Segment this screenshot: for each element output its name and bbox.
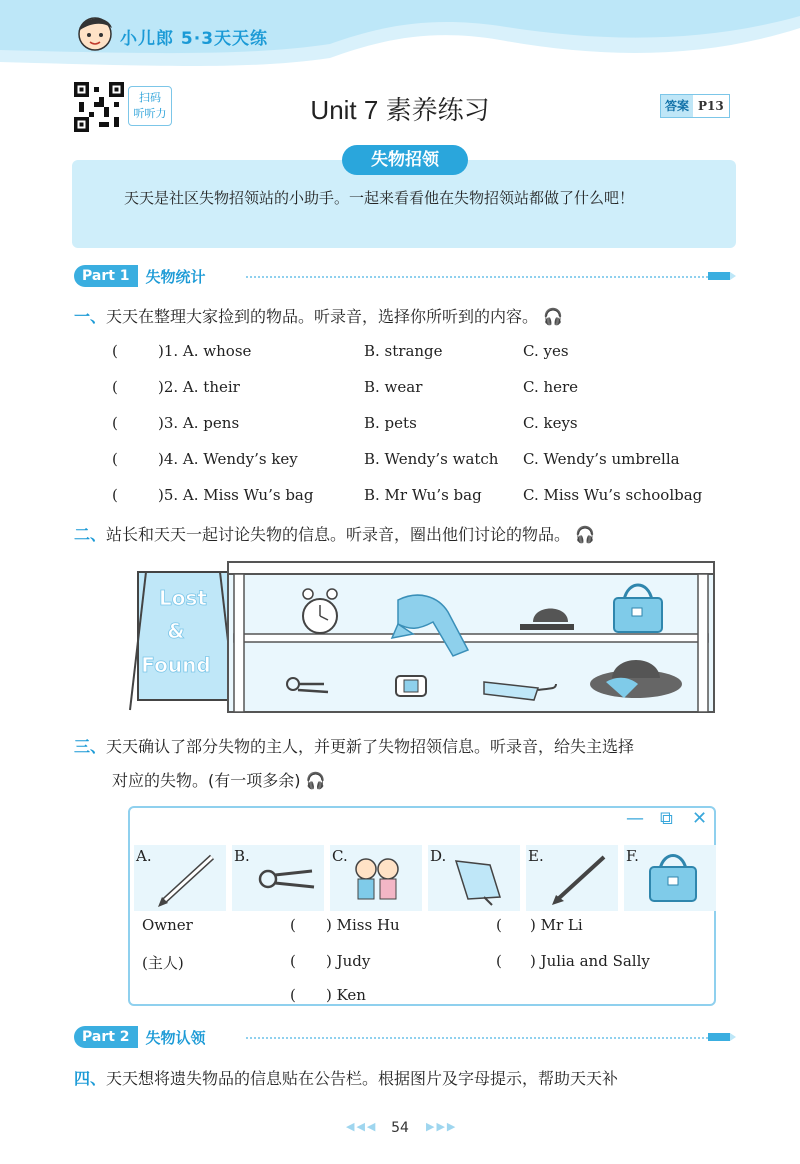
option-a[interactable]: )1. A. whose <box>158 342 252 360</box>
option-a[interactable]: )4. A. Wendy’s key <box>158 450 298 468</box>
answer-blank[interactable]: ( <box>290 986 296 1004</box>
scan-label-line1: 扫码 <box>139 91 161 104</box>
pencil-icon <box>708 1031 736 1043</box>
q3-heading-line2 <box>112 768 326 791</box>
q4-heading <box>74 1066 618 1089</box>
sign-found: Found <box>141 653 211 677</box>
lost-and-found-illustration <box>128 560 718 720</box>
q3-text-line1: 天天确认了部分失物的主人，并更新了失物招领信息。听录音，给失主选择 <box>106 737 635 756</box>
option-b[interactable]: B. Wendy’s watch <box>364 450 499 468</box>
owner-name: ) Mr Li <box>530 916 583 934</box>
part2-number: Part 2 <box>74 1026 138 1048</box>
q2-text: 站长和天天一起讨论失物的信息。听录音，圈出他们讨论的物品。 <box>106 525 571 544</box>
divider <box>246 276 708 278</box>
option-c[interactable]: C. Miss Wu’s schoolbag <box>523 486 703 504</box>
owner-name: ) Julia and Sally <box>530 952 650 970</box>
footer-arrows-right: ▶▶▶ <box>426 1120 458 1133</box>
candidate-a-label: A. <box>136 847 152 865</box>
window-titlebar <box>130 808 714 836</box>
answer-reference[interactable] <box>660 94 730 118</box>
answer-blank[interactable]: ( <box>496 952 502 970</box>
brand-title: 小儿郎 5·3天天练 <box>120 29 269 49</box>
owner-label-cn: (主人) <box>142 954 184 972</box>
answer-blank[interactable]: ( <box>112 378 118 396</box>
candidate-e-label: E. <box>528 847 544 865</box>
q2-index: 二、 <box>74 525 107 544</box>
part2-name: 失物认领 <box>145 1028 206 1047</box>
headphones-icon[interactable]: 🎧 <box>305 771 326 790</box>
answer-blank[interactable]: ( <box>112 414 118 432</box>
sign-lost: Lost <box>159 586 207 610</box>
headphones-icon[interactable]: 🎧 <box>575 525 596 544</box>
minimize-icon[interactable]: — <box>626 808 644 829</box>
answer-blank[interactable]: ( <box>290 916 296 934</box>
option-a[interactable]: )3. A. pens <box>158 414 240 432</box>
footer-arrows-left: ◀◀◀ <box>346 1120 378 1133</box>
answer-blank[interactable]: ( <box>290 952 296 970</box>
option-c[interactable]: C. Wendy’s umbrella <box>523 450 680 468</box>
option-b[interactable]: B. pets <box>364 414 417 432</box>
option-a[interactable]: )5. A. Miss Wu’s bag <box>158 486 314 504</box>
close-icon[interactable]: ✕ <box>692 808 708 829</box>
option-c[interactable]: C. here <box>523 378 579 396</box>
q1-index: 一、 <box>74 307 107 326</box>
q4-index: 四、 <box>74 1069 107 1088</box>
answer-blank[interactable]: ( <box>112 450 118 468</box>
sign-and: & <box>167 619 185 643</box>
answer-blank[interactable]: ( <box>496 916 502 934</box>
answer-page: P13 <box>698 99 724 113</box>
divider <box>246 1037 708 1039</box>
pencil-icon <box>708 270 736 282</box>
candidate-f-label: F. <box>626 847 639 865</box>
candidate-b-label: B. <box>234 847 250 865</box>
option-c[interactable]: C. yes <box>523 342 569 360</box>
option-a[interactable]: )2. A. their <box>158 378 240 396</box>
option-b[interactable]: B. wear <box>364 378 423 396</box>
option-b[interactable]: B. strange <box>364 342 443 360</box>
q4-text: 天天想将遗失物品的信息贴在公告栏。根据图片及字母提示，帮助天天补 <box>106 1069 619 1088</box>
scan-label-line2: 听听力 <box>133 107 167 120</box>
option-c[interactable]: C. keys <box>523 414 578 432</box>
part1-name: 失物统计 <box>145 267 206 286</box>
page-title: Unit 7 素养练习 <box>310 95 490 125</box>
q3-index: 三、 <box>74 737 107 756</box>
owner-name: ) Ken <box>326 986 366 1004</box>
theme-label: 失物招领 <box>342 145 468 175</box>
q3-heading-line1 <box>74 734 634 757</box>
owner-label: Owner <box>142 916 193 934</box>
option-b[interactable]: B. Mr Wu’s bag <box>364 486 482 504</box>
answer-blank[interactable]: ( <box>112 486 118 504</box>
page-number: 54 <box>391 1120 409 1136</box>
part2-heading <box>74 1026 206 1048</box>
headphones-icon[interactable]: 🎧 <box>543 307 564 326</box>
part1-heading <box>74 265 206 287</box>
owner-name: ) Judy <box>326 952 371 970</box>
q1-heading <box>74 304 563 327</box>
answer-label: 答案 <box>661 95 693 117</box>
q1-text: 天天在整理大家捡到的物品。听录音，选择你所听到的内容。 <box>106 307 539 326</box>
lost-found-sign <box>130 572 236 710</box>
watch-icon[interactable] <box>396 676 426 696</box>
intro-text: 天天是社区失物招领站的小助手。一起来看看他在失物招领站都做了什么吧！ <box>124 189 635 207</box>
restore-icon[interactable]: ⧉ <box>660 808 673 829</box>
owner-name: ) Miss Hu <box>326 916 400 934</box>
q3-text-line2: 对应的失物。(有一项多余) <box>112 771 301 790</box>
part1-number: Part 1 <box>74 265 138 287</box>
candidate-d-label: D. <box>430 847 447 865</box>
q2-heading <box>74 522 595 545</box>
answer-blank[interactable]: ( <box>112 342 118 360</box>
candidate-c-label: C. <box>332 847 348 865</box>
mascot-icon <box>72 10 118 56</box>
